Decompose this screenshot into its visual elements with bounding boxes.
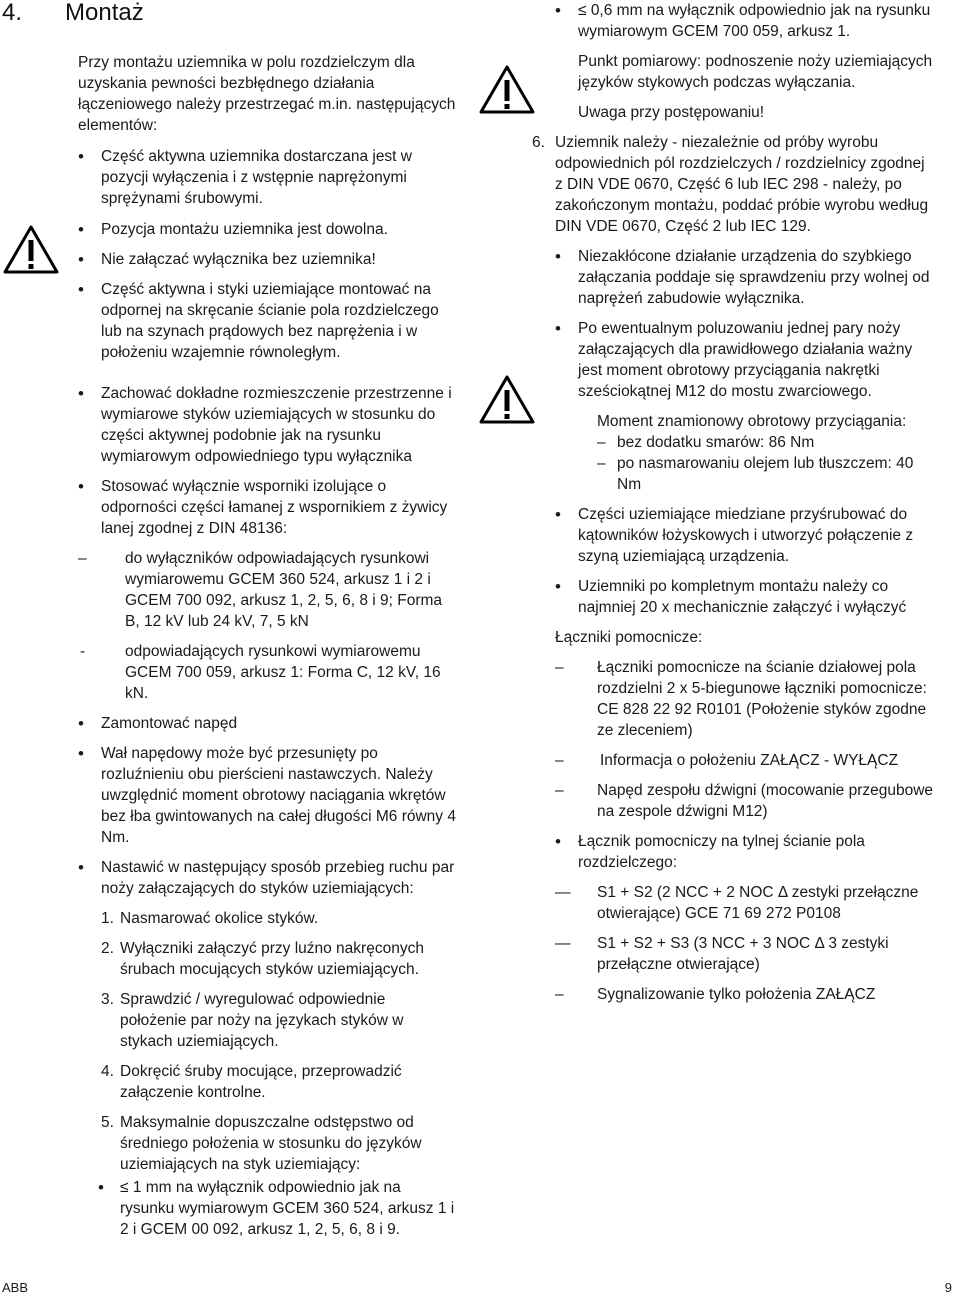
item-text: po nasmarowaniu olejem lub tłuszczem: 40 Nm [617,455,914,493]
item-text: Nasmarować okolice styków. [120,910,319,927]
item-text: Wyłączniki załączyć przy luźno nakręconych śrubach mocujących styków uziemiających. [120,940,424,978]
sub-list-item: • ≤ 1 mm na wyłącznik odpowiednio jak na rysunku wymiarowym GCEM 360 524, arkusz 1 i 2 i GCEM 00 092, arkusz 1, 2, 5, 6, 8 i 9. [78,1177,456,1240]
item-text: Uziemnik należy - niezależnie od próby wyrobu odpowiednich pól rozdzielczych / rozdzielnicy zgodnej z DIN VDE 0670, Część 6 lub IEC 298 - należy, po zakończonym montażu, poddać próbie wyrobu według DIN VDE 0670, Część 2 lub IEC 129. [555,134,929,235]
footer-brand: ABB [2,1280,29,1295]
section-title: Montaż [65,0,144,26]
dash-item: — S1 + S2 + S3 (3 NCC + 3 NOC Δ 3 zestyki przełączne otwierające) [555,933,935,975]
left-column [78,52,456,1240]
numbered-item [532,132,935,237]
list-item: • Części uziemiające miedziane przyśrubować do kątowników łożyskowych i utworzyć połączenie z szyną uziemiającą urządzenia. [555,504,935,567]
list-item: • Wał napędowy może być przesunięty po rozluźnieniu obu pierścieni nastawczych. Należy uwzględnić moment obrotowy naciągania wkrętów bez łba gwintowanych na całej długości M6 równy 4 Nm. [78,743,456,848]
aux-switches-title: Łączniki pomocnicze: [555,629,703,646]
right-column [532,0,935,1005]
dash-item: – do wyłączników odpowiadających rysunkowi wymiarowemu GCEM 360 524, arkusz 1 i 2 i GCEM 700 092, arkusz 1, 2, 5, 6, 8 i 9; Forma B, 12 kV lub 24 kV, 7, 5 kN [78,548,456,632]
dash-item: – Napęd zespołu dźwigni (mocowanie przegubowe na zespole dźwigni M12) [555,780,935,822]
numbered-item [78,989,456,1052]
item-number: 1. [101,910,114,927]
caution-note: Uwaga przy postępowaniu! [578,104,765,121]
torque-title: Moment znamionowy obrotowy przyciągania: [597,413,907,430]
numbered-item [78,938,456,980]
list-item: • Nastawić w następujący sposób przebieg ruchu par noży załączających do styków uziemiających: [78,857,456,899]
dash-item: – Łączniki pomocnicze na ścianie działowej pola rozdzielni 2 x 5-biegunowe łączniki pomocnicze: CE 828 22 92 R0101 (Położenie styków zgodne ze zleceniem) [555,657,935,741]
dash-item: - odpowiadających rysunkowi wymiarowemu GCEM 700 059, arkusz 1: Forma C, 12 kV, 16 kN. [78,641,456,704]
list-item: • Niezakłócone działanie urządzenia do szybkiego załączania poddaje się sprawdzeniu przy wolnej od naprężeń zabudowie wyłącznika. [555,246,935,309]
list-item: • Pozycja montażu uziemnika jest dowolna. [78,219,456,240]
list-item: • Po ewentualnym poluzowaniu jednej pary noży załączających dla prawidłowego działania ważny jest moment obrotowy przyciągania nakrętki sześciokątnej M12 do mostu zwarciowego. [555,318,935,402]
item-number: 4. [101,1063,114,1080]
item-number: 5. [101,1114,114,1131]
dash-item: – Informacja o położeniu ZAŁĄCZ - WYŁĄCZ [555,750,935,771]
list-item: • Nie załączać wyłącznika bez uziemnika! [78,249,456,270]
list-item: • Zachować dokładne rozmieszczenie przestrzenne i wymiarowe styków uziemiających w stosunku do części aktywnej podobnie jak na rysunku wymiarowym odpowiedniego typu wyłącznika [78,383,456,467]
numbered-item [78,908,456,929]
item-text: Dokręcić śruby mocujące, przeprowadzić załączenie kontrolne. [120,1063,402,1101]
item-number: 2. [101,940,114,957]
list-item: • Uziemniki po kompletnym montażu należy co najmniej 20 x mechanicznie załączyć i wyłączyć [555,576,935,618]
item-text: bez dodatku smarów: 86 Nm [617,434,815,451]
list-item: • Zamontować napęd [78,713,456,734]
list-item: • Stosować wyłącznie wsporniki izolujące o odporności części łamanej z wspornikiem z żywicy lanej zgodnej z DIN 48136: [78,476,456,539]
item-number: 6. [532,134,545,151]
dash-item: – Sygnalizowanie tylko położenia ZAŁĄCZ [555,984,935,1005]
warning-triangle-icon [479,375,535,425]
dash-item: – bez dodatku smarów: 86 Nm [597,434,815,451]
intro-paragraph: Przy montażu uziemnika w polu rozdzielczym dla uzyskania pewności bezbłędnego działania łączeniowego należy przestrzegać m.in. następujących elementów: [78,54,456,134]
list-item: • Łącznik pomocniczy na tylnej ścianie pola rozdzielczego: [555,831,935,873]
warning-triangle-icon [479,65,535,115]
dash-item: – po nasmarowaniu olejem lub tłuszczem: 40 Nm [597,455,914,493]
page-number: 9 [944,1280,952,1295]
item-text: Sprawdzić / wyregulować odpowiednie położenie par noży na językach styków w stykach uziemiających. [120,991,404,1050]
item-number: 3. [101,991,114,1008]
list-item: • Część aktywna uziemnika dostarczana jest w pozycji wyłączenia i z wstępnie naprężonymi sprężynami śrubowymi. [78,146,456,209]
warning-triangle-icon [3,225,59,275]
numbered-item [78,1112,456,1175]
list-item: • ≤ 0,6 mm na wyłącznik odpowiednio jak na rysunku wymiarowym GCEM 700 059, arkusz 1. [555,0,935,42]
item-text: Maksymalnie dopuszczalne odstępstwo od średniego położenia w stosunku do języków uziemiających na styk uziemiający: [120,1114,422,1173]
section-number: 4. [2,0,23,26]
dash-item: — S1 + S2 (2 NCC + 2 NOC Δ zestyki przełączne otwierające) GCE 71 69 272 P0108 [555,882,935,924]
numbered-item [78,1061,456,1103]
measurement-note: Punkt pomiarowy: podnoszenie noży uziemiających języków stykowych podczas wyłączania. [578,53,933,91]
list-item: • Część aktywna i styki uziemiające montować na odpornej na skręcanie ścianie pola rozdzielczego lub na szynach prądowych bez naprężenia i w położeniu wzajemnie równoległym. [78,279,456,363]
